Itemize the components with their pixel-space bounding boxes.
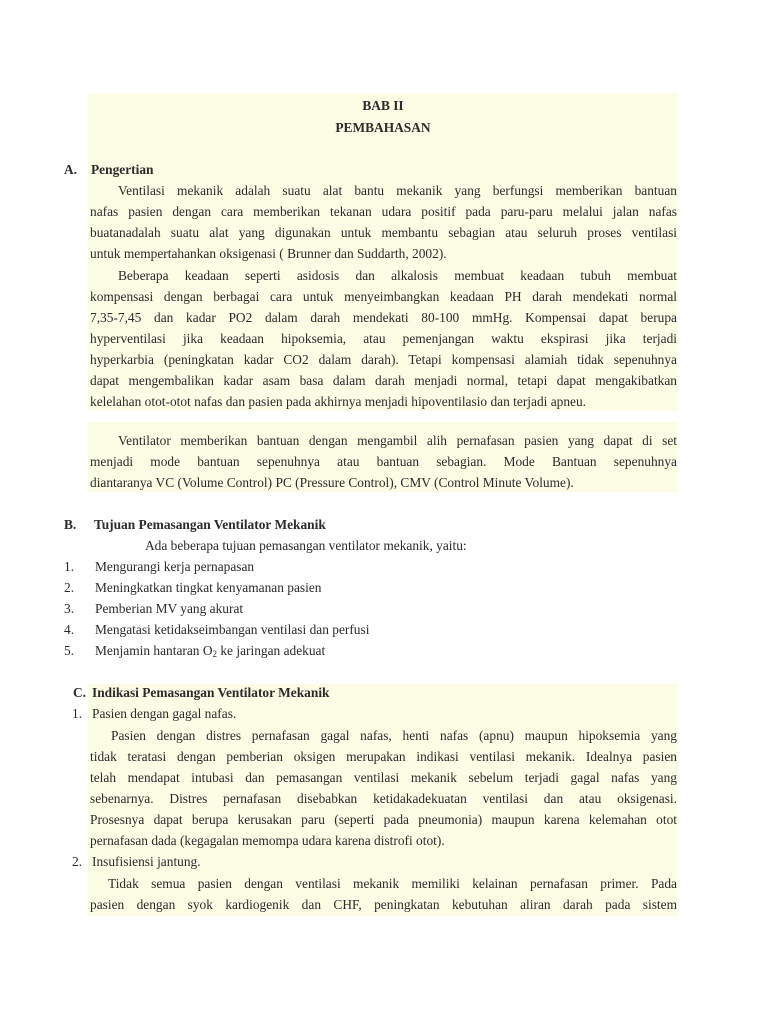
section-a-title: Pengertian — [91, 162, 154, 177]
paragraph-line: Ventilasi mekanik adalah suatu alat bantu mekanik yang berfungsi memberikan bantuan — [118, 183, 677, 198]
paragraph-line: Prosesnya dapat berupa kerusakan paru (seperti pada pneumonia) maupun karena kelemahan otot — [90, 812, 677, 827]
paragraph-line: kompensasi dengan berbagai cara untuk menyeimbangkan keadaan PH darah mendekati normal — [90, 289, 677, 304]
list-item-number: 2. — [64, 580, 75, 595]
paragraph-line: hyperkarbia (peningkatan kadar CO2 dalam darah). Tetapi kompensasi alamiah tidak sepenuhnya — [90, 352, 677, 367]
list-item-number: 3. — [64, 601, 75, 616]
paragraph-line: telah mendapat intubasi dan pemasangan ventilasi mekanik sebelum terjadi gagal nafas yang — [90, 770, 677, 785]
paragraph-line: kelelahan otot-otot nafas dan pasien pada akhirnya menjadi hipoventilasio dan terjadi apneu. — [90, 394, 587, 409]
paragraph-line: diantaranya VC (Volume Control) PC (Pressure Control), CMV (Control Minute Volume). — [90, 475, 574, 490]
list-item-title: Insufisiensi jantung. — [92, 854, 201, 869]
paragraph-line: Ventilator memberikan bantuan dengan mengambil alih pernafasan pasien yang dapat di set — [118, 433, 677, 448]
paragraph-line: Beberapa keadaan seperti asidosis dan alkalosis membuat keadaan tubuh membuat — [118, 268, 677, 283]
list-item-number: 4. — [64, 622, 75, 637]
paragraph-line: 7,35-7,45 dan kadar PO2 dalam darah mendekati 80-100 mmHg. Kompensai dapat berupa — [90, 310, 677, 325]
section-b-intro: Ada beberapa tujuan pemasangan ventilator mekanik, yaitu: — [145, 538, 467, 553]
paragraph-line: pasien dengan syok kardiogenik dan CHF, peningkatan kebutuhan aliran darah pada sistem — [90, 897, 677, 912]
list-item: Meningkatkan tingkat kenyamanan pasien — [95, 580, 322, 595]
list-item: Mengatasi ketidakseimbangan ventilasi dan perfusi — [95, 622, 370, 637]
paragraph-line: pernafasan dada (kegagalan memompa udara karena distrofi otot). — [90, 833, 445, 848]
paragraph-line: dapat mengembalikan kadar asam basa dalam darah menjadi normal, tetapi dapat mengakibatkan — [90, 373, 677, 388]
section-b-marker: B. — [64, 517, 77, 532]
paragraph-line: Tidak semua pasien dengan ventilasi mekanik memiliki kelainan pernafasan primer. Pada — [108, 876, 677, 891]
list-item-number: 1. — [72, 706, 83, 721]
paragraph-line: sebenarnya. Distres pernafasan disebabkan ketidakadekuatan ventilasi dan atau oksigenasi. — [90, 791, 677, 806]
paragraph-line: menjadi mode bantuan sepenuhnya atau bantuan sebagian. Mode Bantuan sepenuhnya — [90, 454, 677, 469]
list-item-number: 5. — [64, 643, 75, 658]
list-item: Mengurangi kerja pernapasan — [95, 559, 255, 574]
paragraph-line: Pasien dengan distres pernafasan gagal nafas, henti nafas (apnu) maupun hipoksemia yang — [111, 728, 677, 743]
chapter-title: PEMBAHASAN — [335, 120, 431, 135]
list-item-text: Menjamin hantaran O — [95, 643, 213, 658]
paragraph-line: buatanadalah suatu alat yang digunakan untuk membantu sebagian atau seluruh proses ventilasi — [90, 225, 677, 240]
list-item-number: 1. — [64, 559, 75, 574]
list-item-text: ke jaringan adekuat — [217, 643, 326, 658]
section-c-title: Indikasi Pemasangan Ventilator Mekanik — [92, 685, 330, 700]
list-item-title: Pasien dengan gagal nafas. — [92, 706, 237, 721]
subscript: 2 — [212, 649, 218, 659]
paragraph-line: hyperventilasi jika keadaan hipoksemia, atau pemenjangan waktu ekspirasi jika terjadi — [90, 331, 677, 346]
paragraph-line: nafas pasien dengan cara memberikan tekanan udara positif pada paru-paru melalui jalan nafas — [90, 204, 677, 219]
list-item: Pemberian MV yang akurat — [95, 601, 244, 616]
chapter-number: BAB II — [362, 98, 404, 113]
paragraph-line: tidak teratasi dengan pemberian oksigen merupakan indikasi ventilasi mekanik. Idealnya pasien — [90, 749, 677, 764]
section-b-title: Tujuan Pemasangan Ventilator Mekanik — [94, 517, 326, 532]
list-item-number: 2. — [72, 854, 83, 869]
paragraph-line: untuk mempertahankan oksigenasi ( Brunner dan Suddarth, 2002). — [90, 246, 447, 261]
section-c-marker: C. — [73, 685, 87, 700]
section-a-marker: A. — [64, 162, 78, 177]
list-item — [95, 640, 325, 661]
